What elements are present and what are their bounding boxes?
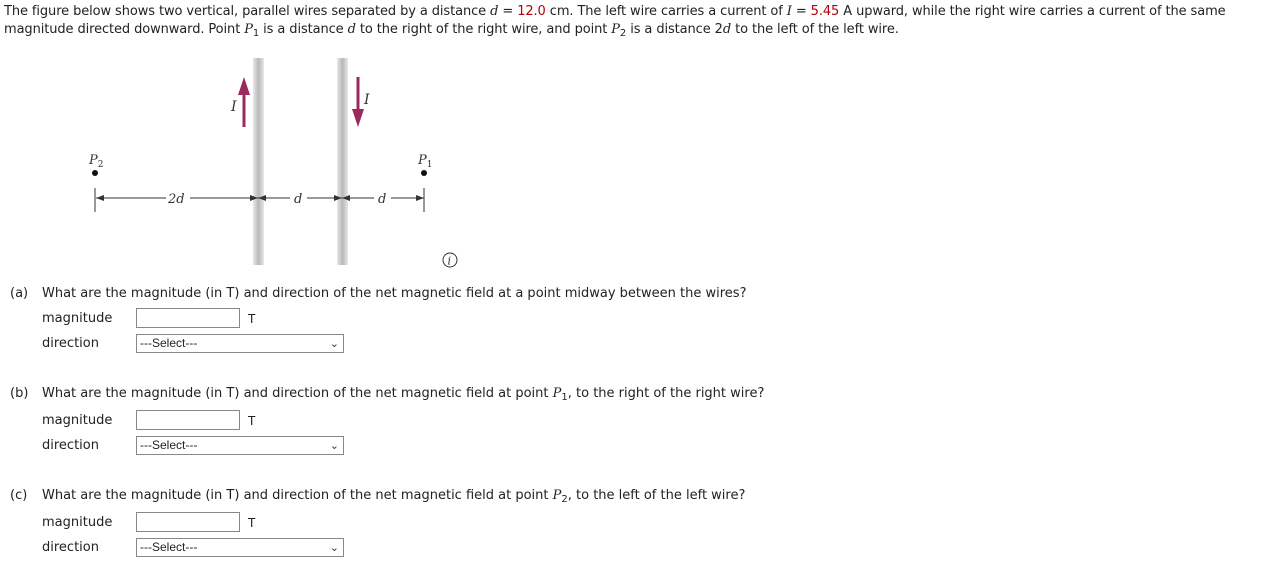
distance-value: 12.0 <box>517 4 546 19</box>
magnitude-label-c: magnitude <box>42 515 113 530</box>
p2-label: $P_2$ <box>89 153 104 170</box>
direction-label-b: direction <box>42 438 99 453</box>
p1-label: $P_1$ <box>418 153 433 170</box>
svg-text:i: i <box>447 254 452 268</box>
info-icon[interactable] <box>443 253 457 268</box>
question-a: (a) What are the magnitude (in T) and direction of the net magnetic field at a point midway between the wires? <box>10 286 747 301</box>
magnitude-input-b[interactable] <box>136 410 240 430</box>
chevron-down-icon: ⌄ <box>329 440 339 452</box>
current-right-label: I <box>364 92 370 108</box>
dim-2d-label: 2d <box>168 192 185 207</box>
question-b: (b) What are the magnitude (in T) and direction of the net magnetic field at point $P_1$, to the right of the right wire? <box>10 386 765 403</box>
magnitude-input-a[interactable] <box>136 308 240 328</box>
p2-point <box>92 170 98 176</box>
magnitude-input-c[interactable] <box>136 512 240 532</box>
problem-statement: The figure below shows two vertical, parallel wires separated by a distance d = 12.0 cm. The left wire carries a current of I = 5.45 A upward, while the right wire carries a current of the same magnitude directed downward. Point $P_1$ is a distance d to the right of the right wire, and point $P_2$ is a distance 2d to the left of the left wire. <box>4 4 1226 39</box>
dim-d-label-2: d <box>378 192 387 207</box>
unit-label-b: T <box>248 414 256 428</box>
direction-label-c: direction <box>42 540 99 555</box>
dim-d-label-1: d <box>294 192 303 207</box>
current-up-arrow <box>238 77 250 127</box>
direction-select-c[interactable]: ---Select--- ⌄ <box>136 538 344 557</box>
unit-label-a: T <box>248 312 256 326</box>
direction-select-a[interactable]: ---Select--- ⌄ <box>136 334 344 353</box>
chevron-down-icon: ⌄ <box>329 542 339 554</box>
left-wire <box>253 58 264 265</box>
magnitude-label-a: magnitude <box>42 311 113 326</box>
p1-point <box>421 170 427 176</box>
current-value: 5.45 <box>810 4 840 19</box>
wires-figure <box>80 55 480 270</box>
current-left-label: I <box>231 99 237 115</box>
right-wire <box>337 58 348 265</box>
direction-label-a: direction <box>42 336 99 351</box>
current-down-arrow <box>352 77 364 127</box>
direction-select-b[interactable]: ---Select--- ⌄ <box>136 436 344 455</box>
magnitude-label-b: magnitude <box>42 413 113 428</box>
chevron-down-icon: ⌄ <box>329 338 339 350</box>
unit-label-c: T <box>248 516 256 530</box>
question-c: (c) What are the magnitude (in T) and direction of the net magnetic field at point $P_2$, to the left of the left wire? <box>10 488 746 505</box>
